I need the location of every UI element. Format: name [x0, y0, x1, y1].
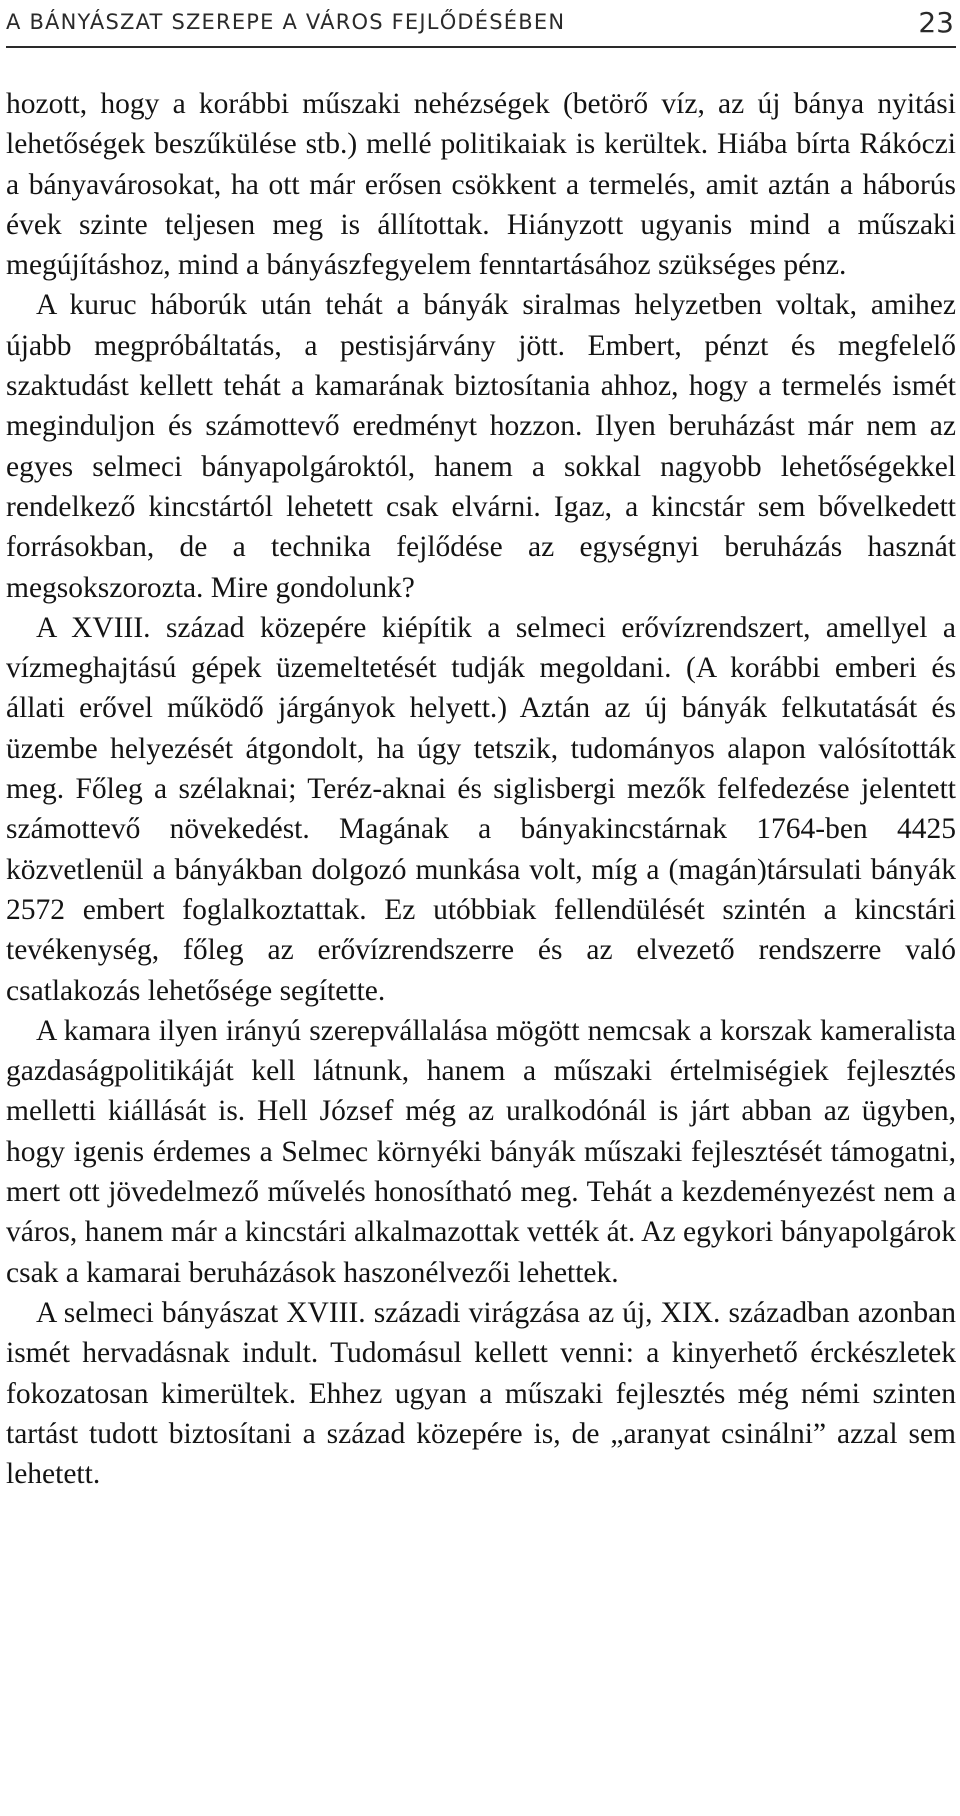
paragraph-continued: hozott, hogy a korábbi műszaki nehézségek (betörő víz, az új bánya nyitási lehetőségek beszűkülése stb.) mellé politikaiak is kerültek. Hiába bírta Rákóczi a bányavárosokat, ha ott már erősen csökkent a termelés, amit aztán a háborús évek szinte teljesen meg is állítottak. Hiányzott ugyanis mind a műszaki megújításhoz, mind a bányászfegyelem fenntartásához szükséges pénz.: [6, 88, 956, 282]
running-head: [6, 6, 956, 48]
body-text: [6, 84, 956, 1494]
paragraph: A XVIII. század közepére kiépítik a selmeci erővízrendszert, amellyel a vízmeghajtású gépek üzemeltetését tudják megoldani. (A korábbi emberi és állati erővel működő járgányok helyett.) Aztán az új bányák felkutatását és üzembe helyezését átgondolt, ha úgy tetszik, tudományos alapon valósították meg. Főleg a szélaknai; Teréz-aknai és siglisbergi mezők felfedezése jelentett számottevő növekedést. Magának a bányakincstárnak 1764-ben 4425 közvetlenül a bányákban dolgozó munkása volt, míg a (magán)társulati bányák 2572 embert foglalkoztattak. Ez utóbbiak fellendülését szintén a kincstári tevékenység, főleg az erővízrendszerre és az elvezető rendszerre való csatlakozás lehetősége segítette.: [6, 611, 956, 1007]
book-page: [6, 0, 956, 1816]
paragraph: A selmeci bányászat XVIII. századi virágzása az új, XIX. században azonban ismét hervadásnak indult. Tudomásul kellett venni: a kinyerhető érckészletek fokozatosan kimerültek. Ehhez ugyan a műszaki fejlesztés még némi szinten tartást tudott biztosítani a század közepére is, de „aranyat csinálni” azzal sem lehetett.: [6, 1296, 956, 1491]
running-title: A BÁNYÁSZAT SZEREPE A VÁROS FEJLŐDÉSÉBEN: [6, 10, 566, 34]
paragraph: A kuruc háborúk után tehát a bányák siralmas helyzetben voltak, amihez újabb megpróbáltatás, a pestisjárvány jött. Embert, pénzt és megfelelő szaktudást kellett tehát a kamarának biztosítania ahhoz, hogy a termelés ismét meginduljon és számottevő eredményt hozzon. Ilyen beruházást már nem az egyes selmeci bányapolgároktól, hanem a sokkal nagyobb lehetőségekkel rendelkező kincstártól lehetett csak elvárni. Igaz, a kincstár sem bővelkedett forrásokban, de a technika fejlődése az egységnyi beruházás hasznát megsokszorozta. Mire gondolunk?: [6, 289, 956, 604]
page-number: 23: [918, 6, 954, 39]
paragraph: A kamara ilyen irányú szerepvállalása mögött nemcsak a korszak kameralista gazdaságpolitikáját kell látnunk, hanem a műszaki értelmiségiek fejlesztés melletti kiállását is. Hell József még az uralkodónál is járt abban az ügyben, hogy igenis érdemes a Selmec környéki bányák műszaki fejlesztését támogatni, mert ott jövedelmező művelés honosítható meg. Tehát a kezdeményezést nem a város, hanem már a kincstári alkalmazottak vették át. Az egykori bányapolgárok csak a kamarai beruházások haszonélvezői lehettek.: [6, 1014, 956, 1289]
